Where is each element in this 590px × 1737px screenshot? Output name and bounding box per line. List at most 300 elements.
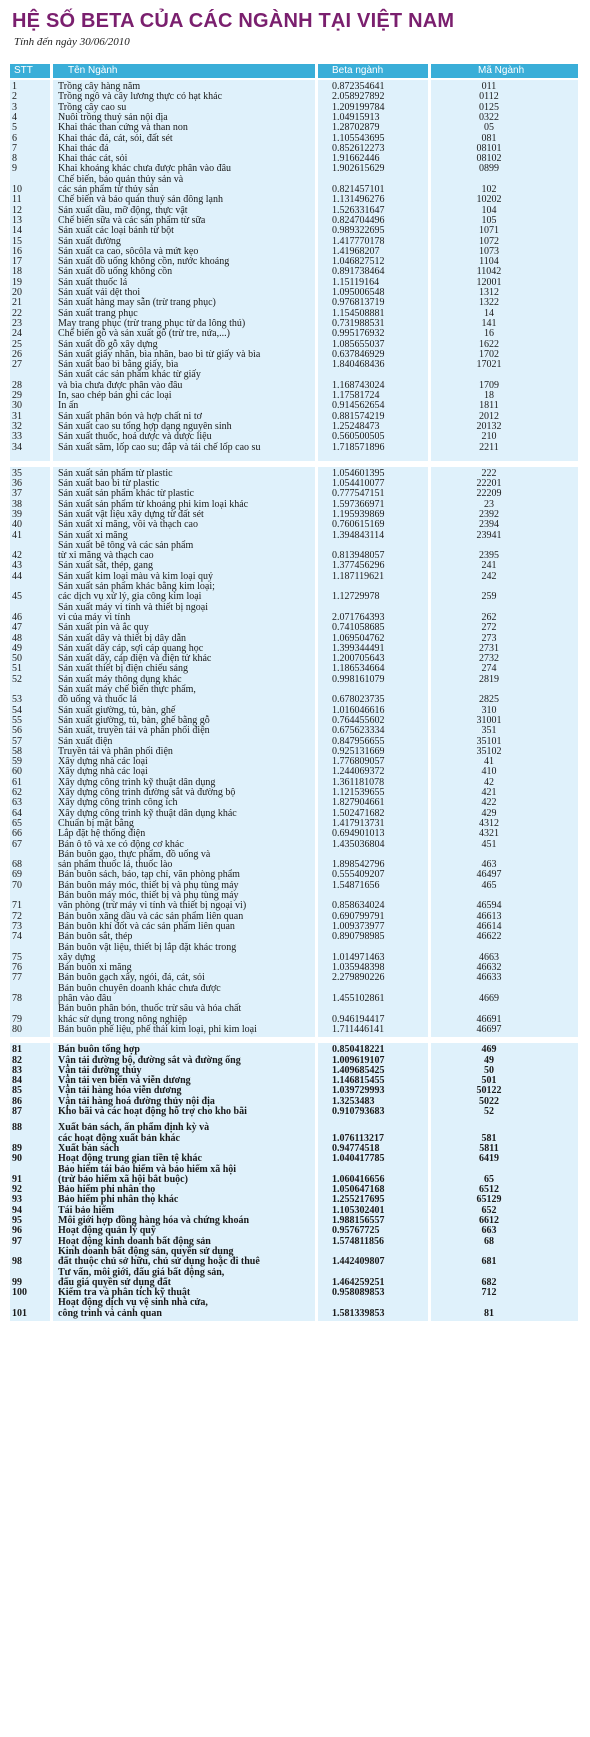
row-stt: 56 — [12, 725, 22, 737]
row-beta: 1.095006548 — [332, 287, 385, 298]
row-stt: 24 — [12, 328, 22, 340]
row-name: Xây dựng nhà các loại — [58, 756, 148, 768]
row-stt: 12 — [12, 204, 22, 216]
row-code: 12001 — [476, 276, 502, 288]
row-stt: 94 — [12, 1204, 22, 1216]
row-stt: 10 — [12, 183, 22, 195]
row-code: 351 — [481, 725, 497, 737]
row-name: Sản xuất vải dệt thoi — [58, 287, 141, 298]
row-name: Xây dựng nhà các loại — [58, 766, 148, 778]
row-beta: 0.690799791 — [332, 910, 385, 922]
row-beta: 1.417770178 — [332, 235, 385, 247]
row-name: Sản xuất đồ uống không cồn — [58, 266, 173, 278]
beta-table — [10, 64, 578, 1321]
row-code: 0112 — [479, 91, 499, 103]
table-row — [10, 850, 578, 871]
row-stt: 84 — [12, 1075, 22, 1087]
row-name: Sản xuất máy thông dụng khác — [58, 673, 182, 685]
row-name: Tư vấn, môi giới, đấu giá bất động sản, — [58, 1266, 225, 1278]
row-code: 1811 — [479, 400, 499, 412]
row-stt: 17 — [12, 256, 22, 268]
row-stt: 69 — [12, 869, 22, 881]
row-beta: 1.054601395 — [332, 467, 385, 479]
row-beta: 1.54871656 — [332, 879, 380, 891]
table-block — [10, 467, 578, 1038]
row-stt: 45 — [12, 591, 22, 603]
table-block — [10, 80, 578, 461]
row-stt: 85 — [12, 1085, 22, 1097]
row-stt: 36 — [12, 478, 22, 490]
row-name: các sản phẩm từ thủy sản — [58, 183, 159, 195]
table-header — [10, 64, 578, 78]
row-beta: 0.858634024 — [332, 900, 385, 912]
row-code: 22209 — [476, 488, 502, 500]
row-name: Bán buôn gạo, thực phẩm, đồ uống và — [58, 848, 211, 860]
row-name: Sản xuất dây cáp, sợi cáp quang học — [58, 642, 204, 654]
row-code: 1071 — [479, 225, 499, 237]
row-stt: 73 — [12, 920, 22, 932]
row-name: vi của máy vi tính — [58, 611, 131, 623]
row-name: Vận tải hàng hóa viễn dương — [58, 1085, 182, 1097]
row-stt: 2 — [12, 91, 17, 103]
page-subtitle: Tính đến ngày 30/06/2010 — [14, 36, 130, 48]
page-title: HỆ SỐ BETA CỦA CÁC NGÀNH TẠI VIỆT NAM — [12, 10, 455, 32]
row-name: In, sao chép bản ghi các loại — [58, 390, 172, 401]
row-name: các hoạt động xuất bản khác — [58, 1132, 180, 1144]
row-beta: 0.958089853 — [332, 1287, 385, 1299]
row-beta: 0.989322695 — [332, 225, 385, 237]
row-stt: 20 — [12, 287, 22, 298]
row-name: công trình và cảnh quan — [58, 1307, 162, 1319]
row-code: 104 — [481, 204, 497, 216]
table-row — [10, 541, 578, 562]
row-code: 422 — [481, 797, 497, 809]
row-name: Sản xuất, truyền tải và phân phối điện — [58, 725, 210, 737]
row-beta: 0.824704496 — [332, 214, 385, 226]
row-name: Sản xuất săm, lốp cao su; đắp và tái chế lốp cao su — [58, 441, 261, 453]
row-beta: 1.574811856 — [332, 1235, 384, 1247]
row-code: 46594 — [476, 900, 502, 912]
row-stt: 87 — [12, 1106, 22, 1118]
row-beta: 1.41968207 — [332, 245, 380, 257]
row-name: Khai khoáng khác chưa được phân vào đâu — [58, 163, 232, 175]
row-beta: 1.902615629 — [332, 163, 385, 175]
row-stt: 54 — [12, 704, 22, 716]
row-name: sản phẩm thuốc lá, thuốc lào — [58, 859, 173, 871]
row-beta: 1.394843114 — [332, 529, 385, 541]
row-name: Sản xuất đồ gỗ xây dựng — [58, 338, 158, 350]
row-beta: 1.455102861 — [332, 993, 385, 1005]
row-beta: 1.014971463 — [332, 951, 385, 963]
row-stt: 19 — [12, 276, 22, 288]
row-stt: 33 — [12, 431, 22, 443]
row-code: 50122 — [476, 1085, 502, 1097]
row-code: 2819 — [479, 673, 499, 685]
row-code: 663 — [481, 1225, 497, 1237]
row-stt: 13 — [12, 214, 22, 226]
row-beta: 1.016046616 — [332, 704, 385, 716]
row-name: Bán buôn máy móc, thiết bị và phụ tùng máy — [58, 890, 239, 902]
row-code: 23941 — [476, 529, 502, 541]
row-name: Sản xuất giường, tủ, bàn, ghế bằng gỗ — [58, 714, 210, 726]
row-name: Xuất bản sách, ấn phẩm định kỳ và — [58, 1122, 210, 1134]
row-beta: 1.502471682 — [332, 807, 385, 819]
row-code: 141 — [481, 317, 497, 329]
row-code: 22201 — [476, 478, 502, 490]
row-code: 46633 — [476, 972, 502, 984]
row-stt: 92 — [12, 1184, 22, 1196]
row-code: 1622 — [479, 338, 499, 350]
row-beta: 1.442409807 — [332, 1256, 385, 1268]
row-name: Sản xuất điện — [58, 735, 113, 747]
row-code: 5811 — [479, 1142, 499, 1154]
table-row — [10, 1298, 578, 1319]
row-beta: 0.998161079 — [332, 673, 385, 685]
row-name: Sản xuất cao su tổng hợp dạng nguyên sinh — [58, 420, 232, 432]
row-code: 6419 — [479, 1153, 499, 1165]
row-name: (trừ bảo hiểm xã hội bắt buộc) — [58, 1173, 188, 1185]
table-row — [10, 329, 578, 339]
row-code: 102 — [481, 183, 497, 195]
row-beta: 1.050647168 — [332, 1184, 385, 1196]
row-name: Bán buôn tổng hợp — [58, 1044, 140, 1056]
row-stt: 27 — [12, 359, 22, 371]
row-code: 4669 — [479, 993, 499, 1005]
row-stt: 82 — [12, 1054, 22, 1066]
row-code: 242 — [481, 570, 497, 582]
row-name: Chế biến và bảo quản thuỷ sản đông lạnh — [58, 194, 223, 206]
row-name: Bán buôn máy móc, thiết bị và phụ tùng máy — [58, 879, 239, 891]
table-row — [10, 984, 578, 1005]
row-beta: 1.3253483 — [332, 1095, 375, 1107]
row-name: Bán ô tô và xe có động cơ khác — [58, 838, 184, 850]
row-name: Chế biến sữa và các sản phẩm từ sữa — [58, 214, 206, 226]
row-name: Chế biến gỗ và sản xuất gỗ (trừ tre, nứa,...) — [58, 328, 230, 340]
row-beta: 1.076113217 — [332, 1132, 384, 1144]
row-name: In ấn — [58, 400, 79, 412]
row-name: May trang phục (trừ trang phục từ da lông thú) — [58, 317, 246, 329]
row-name: các dịch vụ xử lý, gia công kim loại — [58, 591, 202, 603]
row-name: xây dựng — [58, 951, 96, 963]
row-code: 222 — [481, 467, 497, 479]
row-name: Trồng ngô và cây lương thực có hạt khác — [58, 91, 223, 103]
row-beta: 0.891738464 — [332, 266, 385, 278]
row-stt: 38 — [12, 498, 22, 510]
row-name: Xây dựng công trình kỹ thuật dân dụng khác — [58, 807, 237, 819]
row-stt: 99 — [12, 1276, 22, 1288]
row-beta: 0.925131669 — [332, 745, 385, 757]
row-beta: 1.009619107 — [332, 1054, 385, 1066]
table-row — [10, 685, 578, 706]
row-stt: 6 — [12, 132, 17, 144]
row-stt: 30 — [12, 400, 22, 412]
row-stt: 40 — [12, 519, 22, 531]
row-code: 421 — [481, 787, 497, 799]
row-code: 10202 — [476, 194, 502, 206]
row-name: Sản xuất phân bón và hợp chất ni tơ — [58, 410, 202, 422]
row-beta: 0.872354641 — [332, 81, 385, 92]
row-code: 2395 — [479, 550, 499, 562]
row-beta: 1.085655037 — [332, 338, 385, 350]
row-beta: 1.244069372 — [332, 766, 385, 778]
row-code: 429 — [481, 807, 497, 819]
row-stt: 62 — [12, 787, 22, 799]
row-code: 451 — [481, 838, 497, 850]
row-beta: 0.910793683 — [332, 1106, 385, 1118]
row-stt: 51 — [12, 663, 22, 675]
table-row — [10, 891, 578, 912]
row-name: Xây dựng công trình công ích — [58, 797, 178, 809]
row-stt: 44 — [12, 570, 22, 582]
row-beta: 1.718571896 — [332, 441, 385, 453]
row-name: Môi giới hợp đồng hàng hóa và chứng khoán — [58, 1215, 250, 1227]
row-name: Sản xuất dây và thiết bị dây dẫn — [58, 632, 187, 644]
table-block — [10, 1043, 578, 1321]
row-name: Sản xuất xi măng — [58, 529, 128, 541]
row-name: Bán buôn chuyên doanh khác chưa được — [58, 982, 221, 994]
header-beta: Beta ngành — [332, 65, 384, 76]
row-name: Bán buôn khí đốt và các sản phẩm liên quan — [58, 920, 235, 932]
row-beta: 1.154508881 — [332, 307, 385, 319]
row-name: và bìa chưa được phân vào đâu — [58, 379, 183, 391]
row-stt: 65 — [12, 817, 22, 829]
row-name: Hoạt động dịch vụ vệ sinh nhà cửa, — [58, 1297, 208, 1309]
row-code: 6612 — [479, 1215, 499, 1227]
row-name: Kho bãi và các hoạt động hỗ trợ cho kho bãi — [58, 1106, 247, 1118]
row-name: Hoạt động kinh doanh bất động sản — [58, 1235, 211, 1247]
row-beta: 1.04915913 — [332, 111, 380, 123]
row-code: 46691 — [476, 1013, 502, 1025]
row-code: 1702 — [479, 348, 499, 360]
row-stt: 63 — [12, 797, 22, 809]
row-beta: 1.711446141 — [332, 1023, 385, 1035]
row-code: 17021 — [476, 359, 502, 371]
row-stt: 23 — [12, 317, 22, 329]
row-beta: 1.526331647 — [332, 204, 385, 216]
row-code: 469 — [481, 1044, 497, 1056]
row-code: 1104 — [479, 256, 499, 268]
row-name: khác sử dụng trong nông nghiệp — [58, 1013, 188, 1025]
row-beta: 0.95767725 — [332, 1225, 380, 1237]
row-code: 1073 — [479, 245, 499, 257]
row-stt: 60 — [12, 766, 22, 778]
row-beta: 0.914562654 — [332, 400, 385, 412]
row-name: Bán buôn xi măng — [58, 962, 132, 974]
row-stt: 91 — [12, 1173, 22, 1185]
row-code: 262 — [481, 611, 497, 623]
row-name: Sản xuất các loại bánh từ bột — [58, 225, 174, 237]
row-stt: 95 — [12, 1215, 22, 1227]
row-name: Trồng cây hàng năm — [58, 81, 141, 92]
row-stt: 39 — [12, 508, 22, 520]
row-code: 2211 — [479, 441, 499, 453]
row-stt: 41 — [12, 529, 22, 541]
row-code: 310 — [481, 704, 497, 716]
row-stt: 35 — [12, 467, 22, 479]
row-code: 4312 — [479, 817, 499, 829]
row-code: 14 — [484, 307, 494, 319]
row-code: 465 — [481, 879, 497, 891]
row-code: 08101 — [476, 142, 502, 154]
header-name: Tên Ngành — [68, 65, 118, 76]
row-code: 0322 — [479, 111, 499, 123]
row-beta: 0.741058685 — [332, 622, 385, 634]
row-stt: 68 — [12, 859, 22, 871]
row-code: 2732 — [479, 653, 499, 665]
row-code: 4663 — [479, 951, 499, 963]
table-row — [10, 175, 578, 196]
row-beta: 0.764455602 — [332, 714, 385, 726]
row-beta: 1.28702879 — [332, 122, 380, 134]
row-code: 18 — [484, 390, 494, 401]
row-code: 011 — [481, 81, 497, 92]
row-stt: 80 — [12, 1023, 22, 1035]
row-beta: 0.94774518 — [332, 1142, 380, 1154]
row-code: 105 — [481, 214, 497, 226]
row-beta: 1.597366971 — [332, 498, 385, 510]
row-stt: 88 — [12, 1122, 22, 1134]
row-code: 463 — [481, 859, 497, 871]
row-code: 501 — [481, 1075, 497, 1087]
row-name: Kiểm tra và phân tích kỹ thuật — [58, 1287, 191, 1299]
row-name: Bảo hiểm phi nhân thọ — [58, 1184, 156, 1196]
row-name: Xuất bản sách — [58, 1142, 120, 1154]
row-code: 42 — [484, 776, 494, 788]
row-stt: 32 — [12, 420, 22, 432]
row-code: 0125 — [479, 101, 499, 113]
row-beta: 1.146815455 — [332, 1075, 385, 1087]
row-name: văn phòng (trừ máy vi tính và thiết bị ngoại vi) — [58, 900, 247, 912]
row-beta: 0.675623334 — [332, 725, 385, 737]
row-stt: 66 — [12, 828, 22, 840]
row-stt: 64 — [12, 807, 22, 819]
row-name: Sản xuất thiết bị điện chiếu sáng — [58, 663, 188, 675]
row-name: Sản xuất thuốc, hoá dược và dược liệu — [58, 431, 212, 443]
row-code: 81 — [484, 1307, 494, 1319]
row-name: Bán buôn gạch xây, ngói, đá, cát, sỏi — [58, 972, 205, 984]
table-row — [10, 943, 578, 964]
row-stt: 22 — [12, 307, 22, 319]
row-beta: 1.827904661 — [332, 797, 385, 809]
row-name: Lắp đặt hệ thống điện — [58, 828, 146, 840]
row-stt: 78 — [12, 993, 22, 1005]
row-name: phân vào đâu — [58, 993, 112, 1005]
row-stt: 46 — [12, 611, 22, 623]
row-code: 08102 — [476, 153, 502, 165]
row-stt: 29 — [12, 390, 22, 401]
row-beta: 1.046827512 — [332, 256, 385, 268]
row-stt: 76 — [12, 962, 22, 974]
row-beta: 2.279890226 — [332, 972, 385, 984]
row-beta: 0.821457101 — [332, 183, 385, 195]
row-name: đấu giá quyền sử dụng đất — [58, 1276, 171, 1288]
row-name: Sản xuất sản phẩm từ khoáng phi kim loại khác — [58, 498, 249, 510]
row-stt: 53 — [12, 694, 22, 706]
row-name: Tái bảo hiểm — [58, 1204, 115, 1216]
row-beta: 0.637846929 — [332, 348, 385, 360]
row-name: Hoạt động trung gian tiền tệ khác — [58, 1153, 202, 1165]
row-code: 23 — [484, 498, 494, 510]
row-stt: 15 — [12, 235, 22, 247]
table-row — [10, 370, 578, 391]
row-code: 2012 — [479, 410, 499, 422]
row-name: Sản xuất các sản phẩm khác từ giấy — [58, 369, 201, 381]
row-name: Vận tải đường thủy — [58, 1064, 142, 1076]
row-code: 31001 — [476, 714, 502, 726]
row-beta: 1.195939869 — [332, 508, 385, 520]
row-name: Xây dựng công trình kỹ thuật dân dụng — [58, 776, 216, 788]
row-beta: 0.694901013 — [332, 828, 385, 840]
row-name: Bán buôn phế liệu, phế thải kim loại, phi kim loại — [58, 1023, 257, 1035]
row-name: Sản xuất ca cao, sôcôla và mứt kẹo — [58, 245, 199, 257]
row-code: 46497 — [476, 869, 502, 881]
row-code: 2394 — [479, 519, 499, 531]
table-row — [10, 603, 578, 624]
row-name: Vận tải ven biển và viễn dương — [58, 1075, 191, 1087]
row-code: 05 — [484, 122, 494, 134]
row-beta: 0.560500505 — [332, 431, 385, 443]
row-beta: 1.409685425 — [332, 1064, 385, 1076]
row-beta: 0.852612273 — [332, 142, 385, 154]
row-beta: 1.417913731 — [332, 817, 385, 829]
row-name: Vận tải hàng hoá đường thủy nội địa — [58, 1095, 215, 1107]
row-stt: 71 — [12, 900, 22, 912]
row-beta: 0.881574219 — [332, 410, 385, 422]
row-name: Trồng cây cao su — [58, 101, 127, 113]
row-stt: 79 — [12, 1013, 22, 1025]
row-code: 20132 — [476, 420, 502, 432]
table-row — [10, 1123, 578, 1144]
row-beta: 0.847956655 — [332, 735, 385, 747]
row-name: Sản xuất sắt, thép, gang — [58, 560, 153, 572]
row-beta: 1.399344491 — [332, 642, 385, 654]
row-beta: 0.731988531 — [332, 317, 385, 329]
row-stt: 31 — [12, 410, 22, 422]
row-stt: 74 — [12, 931, 22, 943]
row-beta: 1.105543695 — [332, 132, 385, 144]
row-stt: 48 — [12, 632, 22, 644]
row-beta: 1.209199784 — [332, 101, 385, 113]
row-name: Sản xuất sản phẩm khác từ plastic — [58, 488, 194, 500]
row-stt: 52 — [12, 673, 22, 685]
row-name: Khai thác đá, cát, sỏi, đất sét — [58, 132, 173, 144]
table-row — [10, 1025, 578, 1035]
row-beta: 1.435036804 — [332, 838, 385, 850]
row-stt: 93 — [12, 1194, 22, 1206]
row-stt: 49 — [12, 642, 22, 654]
row-stt: 90 — [12, 1153, 22, 1165]
row-code: 46632 — [476, 962, 502, 974]
row-stt: 9 — [12, 163, 17, 175]
row-code: 16 — [484, 328, 494, 340]
row-name: Bán buôn vật liệu, thiết bị lắp đặt khác trong — [58, 941, 237, 953]
row-stt: 3 — [12, 101, 17, 113]
row-name: Kinh doanh bất động sản, quyền sử dụng — [58, 1245, 234, 1257]
row-stt: 4 — [12, 111, 17, 123]
row-stt: 28 — [12, 379, 22, 391]
row-name: Truyền tải và phân phối điện — [58, 745, 173, 757]
row-beta: 1.15119164 — [332, 276, 380, 288]
row-name: Sản xuất xi măng, vôi và thạch cao — [58, 519, 198, 531]
row-code: 35102 — [476, 745, 502, 757]
row-name: Chuẩn bị mặt bằng — [58, 817, 134, 829]
row-code: 681 — [481, 1256, 497, 1268]
row-code: 2392 — [479, 508, 499, 520]
row-stt: 98 — [12, 1256, 22, 1268]
row-stt: 18 — [12, 266, 22, 278]
row-beta: 0.777547151 — [332, 488, 385, 500]
table-row — [10, 1004, 578, 1025]
